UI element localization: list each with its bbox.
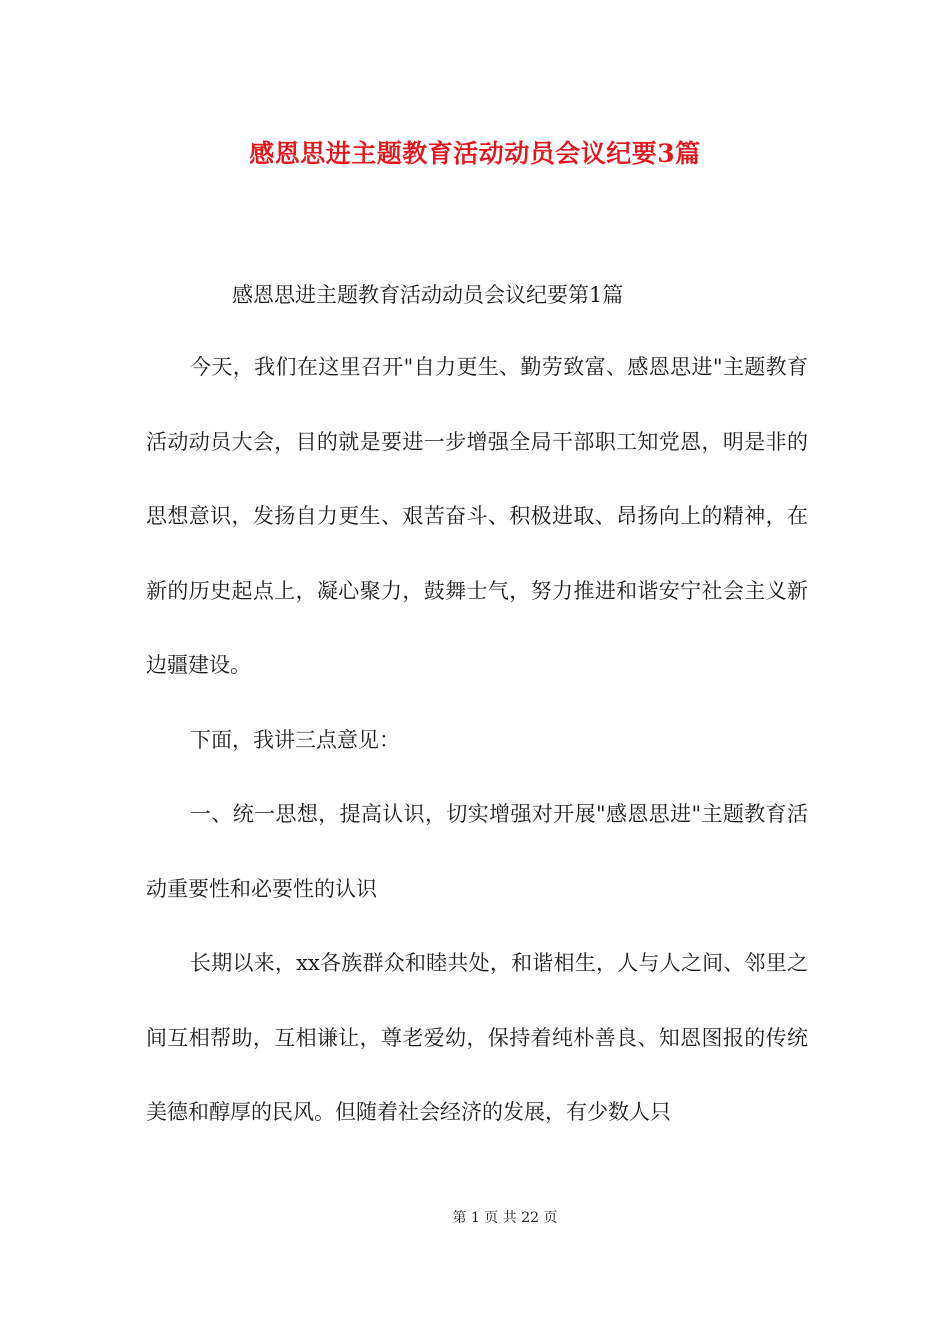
paragraph: 一、统一思想，提高认识，切实增强对开展"感恩思进"主题教育活动重要性和必要性的认识 xyxy=(146,802,808,901)
paragraph: 今天，我们在这里召开"自力更生、勤劳致富、感恩思进"主题教育活动动员大会，目的就是要进一步增强全局干部职工知党恩，明是非的思想意识，发扬自力更生、艰苦奋斗、积极进取、昂扬向上的精神，在新的历史起点上，凝心聚力，鼓舞士气，努力推进和谐安宁社会主义新边疆建设。 xyxy=(146,355,808,677)
paragraph: 下面，我讲三点意见： xyxy=(190,728,400,752)
page-number-footer: 第 1 页 共 22 页 xyxy=(452,1210,558,1226)
document-title: 感恩思进主题教育活动动员会议纪要3篇 xyxy=(249,139,701,168)
paragraph: 长期以来，xx各族群众和睦共处，和谐相生，人与人之间、邻里之间互相帮助，互相谦让，尊老爱幼，保持着纯朴善良、知恩图报的传统美德和醇厚的民风。但随着社会经济的发展，有少数人只 xyxy=(146,951,808,1124)
section-heading: 感恩思进主题教育活动动员会议纪要第1篇 xyxy=(232,283,624,307)
